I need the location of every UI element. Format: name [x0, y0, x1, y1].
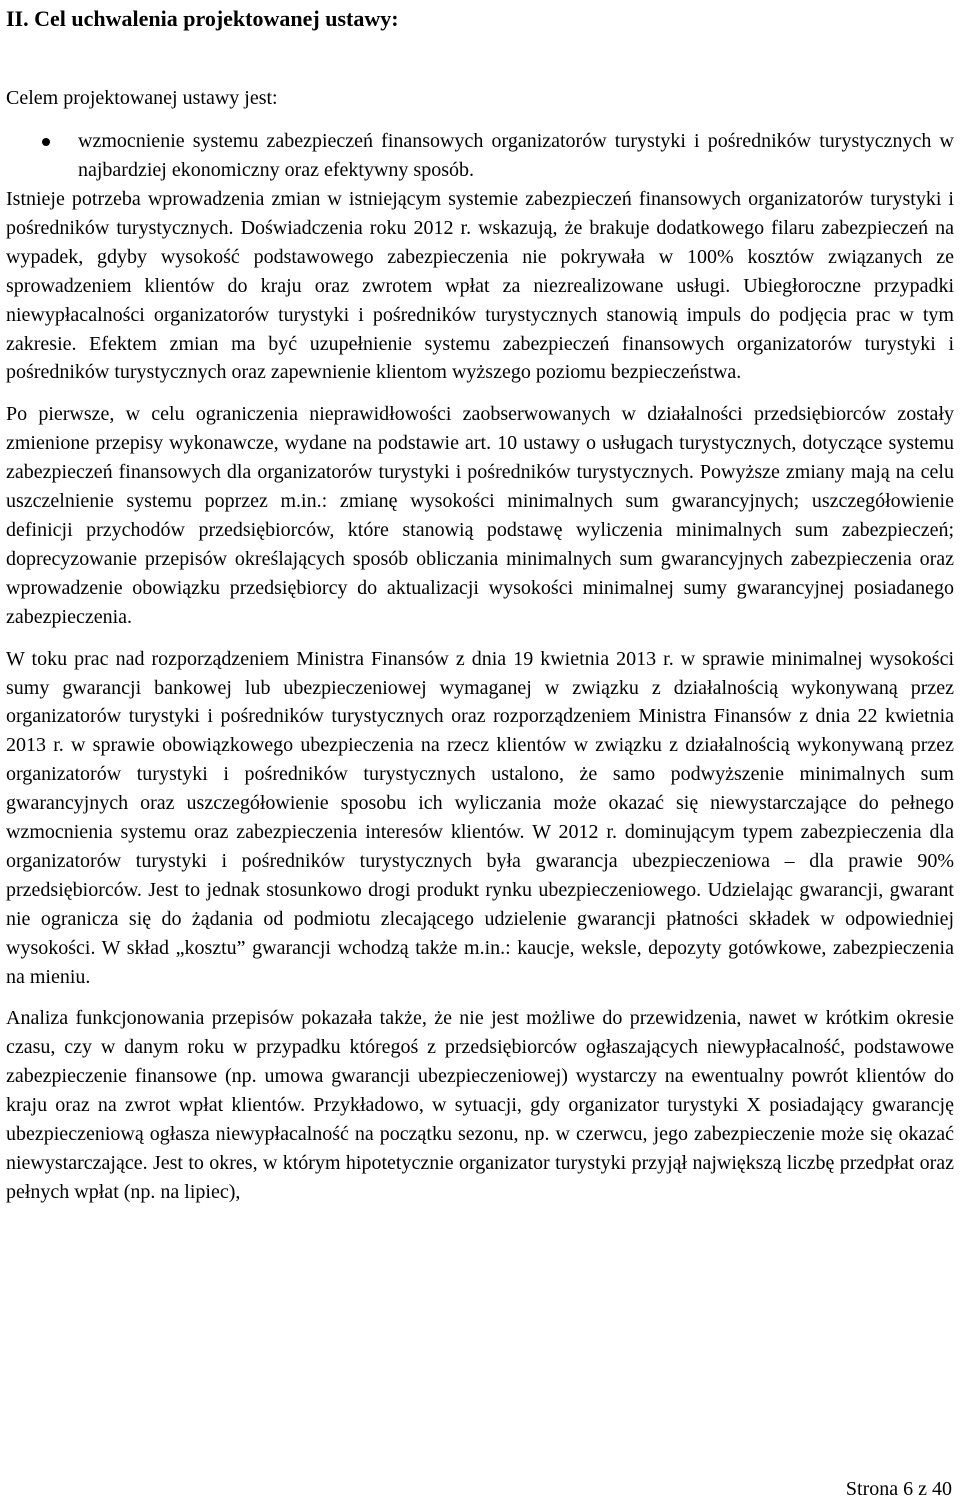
section-heading: II. Cel uchwalenia projektowanej ustawy: — [6, 6, 399, 31]
goals-list — [6, 127, 954, 185]
bullet-icon — [42, 138, 50, 146]
paragraph-4: Analiza funkcjonowania przepisów pokazała także, że nie jest możliwe do przewidzenia, nawet w krótkim okresie czasu, czy w danym roku w przypadku któregoś z przedsiębiorców ogłaszających niewypłacalność, podstawowe zabezpieczenie finansowe (np. umowa gwarancji ubezpieczeniowej) wystarczy na ewentualny powrót klientów do kraju oraz na zwrot wpłat klientów. Przykładowo, w sytuacji, gdy organizator turystyki X posiadający gwarancję ubezpieczeniową ogłasza niewypłacalność na początku sezonu, np. w czerwcu, jego zabezpieczenie może się okazać niewystarczające. Jest to okres, w którym hipotetycznie organizator turystyki przyjął największą liczbę przedpłat oraz pełnych wpłat (np. na lipiec), — [6, 1007, 954, 1203]
document-page — [6, 0, 954, 1207]
paragraph-1: Istnieje potrzeba wprowadzenia zmian w istniejącym systemie zabezpieczeń finansowych organizatorów turystyki i pośredników turystycznych. Doświadczenia roku 2012 r. wskazują, że brakuje dodatkowego filaru zabezpieczeń na wypadek, gdyby wysokość podstawowego zabezpieczenia nie pokrywała w 100% kosztów związanych ze sprowadzeniem klientów do kraju oraz zwrotem wpłat za niezrealizowane usługi. Ubiegłoroczne przypadki niewypłacalności organizatorów turystyki i pośredników turystycznych stanowią impuls do podjęcia prac w tym zakresie. Efektem zmian ma być uzupełnienie systemu zabezpieczeń finansowych organizatorów turystyki i pośredników turystycznych oraz zapewnienie klientom wyższego poziomu bezpieczeństwa. — [6, 188, 954, 384]
list-item — [6, 127, 954, 185]
intro-text: Celem projektowanej ustawy jest: — [6, 87, 278, 109]
page-number: Strona 6 z 40 — [845, 1478, 952, 1500]
list-item-text: wzmocnienie systemu zabezpieczeń finansowych organizatorów turystyki i pośredników turystycznych w najbardziej ekonomiczny oraz efektywny sposób. — [78, 130, 954, 181]
paragraph-2: Po pierwsze, w celu ograniczenia nieprawidłowości zaobserwowanych w działalności przedsiębiorców zostały zmienione przepisy wykonawcze, wydane na podstawie art. 10 ustawy o usługach turystycznych, dotyczące systemu zabezpieczeń finansowych dla organizatorów turystyki i pośredników turystycznych. Powyższe zmiany mają na celu uszczelnienie systemu poprzez m.in.: zmianę wysokości minimalnych sum gwarancyjnych; uszczegółowienie definicji przychodów przedsiębiorców, które stanowią podstawę wyliczenia minimalnych sum zabezpieczeń; doprecyzowanie przepisów określających sposób obliczania minimalnych sum gwarancyjnych zabezpieczenia oraz wprowadzenie obowiązku przedsiębiorcy do aktualizacji wysokości minimalnej sumy gwarancyjnej posiadanego zabezpieczenia. — [6, 403, 954, 628]
paragraph-3: W toku prac nad rozporządzeniem Ministra Finansów z dnia 19 kwietnia 2013 r. w sprawie minimalnej wysokości sumy gwarancji bankowej lub ubezpieczeniowej wymaganej w związku z działalnością wykonywaną przez organizatorów turystyki i pośredników turystycznych oraz rozporządzeniem Ministra Finansów z dnia 22 kwietnia 2013 r. w sprawie obowiązkowego ubezpieczenia na rzecz klientów w związku z działalnością wykonywaną przez organizatorów turystyki i pośredników turystycznych ustalono, że samo podwyższenie minimalnych sum gwarancyjnych oraz uszczegółowienie sposobu ich wyliczania może okazać się niewystarczające do pełnego wzmocnienia systemu oraz zabezpieczenia interesów klientów. W 2012 r. dominującym typem zabezpieczenia dla organizatorów turystyki i pośredników turystycznych była gwarancja ubezpieczeniowa – dla prawie 90% przedsiębiorców. Jest to jednak stosunkowo drogi produkt rynku ubezpieczeniowego. Udzielając gwarancji, gwarant nie ogranicza się do żądania od podmiotu zlecającego udzielenie gwarancji płatności składek w odpowiedniej wysokości. W skład „kosztu” gwarancji wchodzą także m.in.: kaucje, weksle, depozyty gotówkowe, zabezpieczenia na mieniu. — [6, 647, 954, 988]
